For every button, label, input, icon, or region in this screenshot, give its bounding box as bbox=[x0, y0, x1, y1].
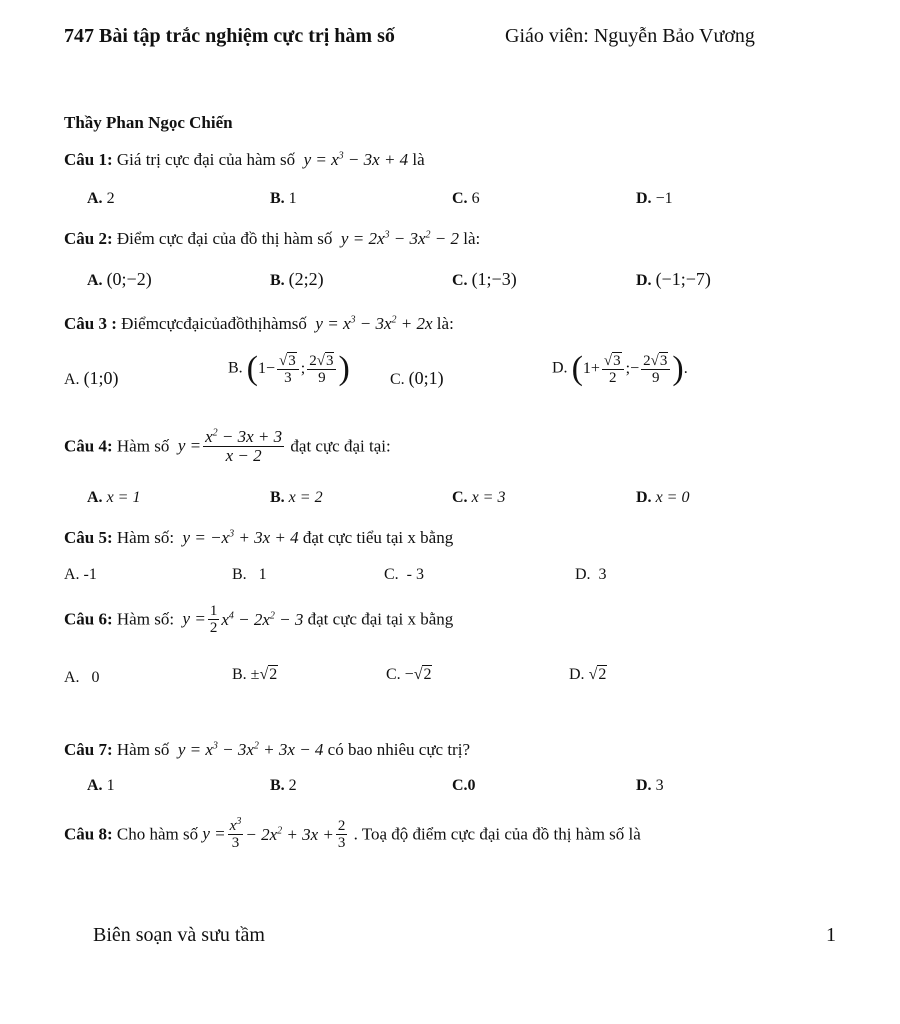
question-2-tail: là: bbox=[463, 229, 481, 248]
question-4-formula: y = $\frac{x^2 - 3x + 3}{x - 2}$ bbox=[173, 427, 283, 465]
q1-option-a[interactable]: A. 2 bbox=[87, 190, 115, 207]
q2-option-d[interactable]: D. (−1;−7) bbox=[636, 269, 711, 289]
question-2-text: Điểm cực đại của đồ thị hàm số bbox=[116, 229, 333, 248]
document-title: 747 Bài tập trắc nghiệm cực trị hàm số bbox=[64, 25, 395, 47]
q3-option-c[interactable]: C. (0;1) bbox=[390, 368, 444, 388]
q6-option-a[interactable]: A. 0 bbox=[64, 669, 100, 686]
question-7-label: Câu 7: bbox=[64, 740, 113, 759]
question-1-formula: $y = x^3 - 3x + 4$ bbox=[299, 150, 409, 169]
question-4 bbox=[64, 428, 391, 465]
question-7-tail: có bao nhiêu cực trị? bbox=[327, 740, 470, 759]
q7-option-a[interactable]: A. 1 bbox=[87, 777, 115, 794]
q5-option-c[interactable]: C. - 3 bbox=[384, 566, 424, 583]
q3-option-a[interactable]: A. (1;0) bbox=[64, 368, 119, 388]
question-2 bbox=[64, 229, 480, 249]
q7-option-c[interactable]: C.0 bbox=[452, 777, 476, 794]
q6-option-b[interactable]: B. ±√2 bbox=[232, 666, 278, 683]
q7-option-d[interactable]: D. 3 bbox=[636, 777, 664, 794]
question-1 bbox=[64, 150, 425, 170]
q5-option-a[interactable]: A. -1 bbox=[64, 566, 97, 583]
q6-option-c[interactable]: C. −√2 bbox=[386, 666, 432, 683]
q5-option-d[interactable]: D. 3 bbox=[575, 566, 607, 583]
footer-credit: Biên soạn và sưu tầm bbox=[93, 924, 265, 946]
question-5-tail: đạt cực tiểu tại x bằng bbox=[302, 528, 454, 547]
q1-option-d[interactable]: D. −1 bbox=[636, 190, 673, 207]
q1-option-b[interactable]: B. 1 bbox=[270, 190, 297, 207]
page-number: 1 bbox=[826, 924, 836, 946]
question-5-text: Hàm số: bbox=[116, 528, 175, 547]
question-6-text: Hàm số: bbox=[116, 609, 175, 629]
question-6 bbox=[64, 603, 453, 636]
q3-option-b[interactable]: B. (1− $\frac{√3}{3}$ ; $\frac{2√3}{9}$ ) bbox=[228, 350, 350, 387]
question-4-label: Câu 4: bbox=[64, 436, 113, 456]
question-7 bbox=[64, 740, 470, 760]
question-6-tail: đạt cực đại tại x bằng bbox=[307, 609, 454, 629]
question-3 bbox=[64, 314, 454, 334]
question-7-text: Hàm số bbox=[116, 740, 170, 759]
question-2-label: Câu 2: bbox=[64, 229, 113, 248]
question-8-label: Câu 8: bbox=[64, 824, 113, 844]
question-7-formula: $y = x^3 - 3x^2 + 3x - 4$ bbox=[173, 740, 324, 759]
question-8-formula: y = $\frac{x^3}{3}$ − $2x^2 + 3x$ + $\frac{2}{3}$ bbox=[202, 816, 346, 851]
q6-option-d[interactable]: D. √2 bbox=[569, 666, 607, 683]
question-3-tail: là: bbox=[436, 314, 454, 333]
question-1-text: Giá trị cực đại của hàm số bbox=[116, 150, 296, 169]
q3-option-d[interactable]: D. (1+ $\frac{√3}{2}$ ;− $\frac{2√3}{9}$ ). bbox=[552, 350, 688, 387]
q4-option-d[interactable]: D. x = 0 bbox=[636, 489, 690, 506]
q4-option-a[interactable]: A. x = 1 bbox=[87, 489, 141, 506]
question-8 bbox=[64, 818, 641, 851]
question-6-label: Câu 6: bbox=[64, 609, 113, 629]
q4-option-c[interactable]: C. x = 3 bbox=[452, 489, 506, 506]
question-3-formula: $y = x^3 - 3x^2 + 2x$ bbox=[311, 314, 433, 333]
question-8-text: Cho hàm số bbox=[116, 824, 199, 844]
q2-option-b[interactable]: B. (2;2) bbox=[270, 269, 324, 289]
question-6-formula: y = $\frac{1}{2}$ $x^4 - 2x^2 - 3$ bbox=[178, 603, 304, 636]
question-4-tail: đạt cực đại tại: bbox=[290, 436, 391, 456]
q2-option-a[interactable]: A. (0;−2) bbox=[87, 269, 152, 289]
section-heading: Thầy Phan Ngọc Chiến bbox=[64, 113, 233, 132]
question-5-label: Câu 5: bbox=[64, 528, 113, 547]
question-3-text: Điểmcựcđạicủađồthịhàmsố bbox=[121, 314, 307, 333]
question-4-text: Hàm số bbox=[116, 436, 170, 456]
q7-option-b[interactable]: B. 2 bbox=[270, 777, 297, 794]
teacher-name: Giáo viên: Nguyễn Bảo Vương bbox=[505, 25, 755, 47]
q2-option-c[interactable]: C. (1;−3) bbox=[452, 269, 517, 289]
question-1-label: Câu 1: bbox=[64, 150, 113, 169]
q1-option-c[interactable]: C. 6 bbox=[452, 190, 480, 207]
q4-option-b[interactable]: B. x = 2 bbox=[270, 489, 323, 506]
q5-option-b[interactable]: B. 1 bbox=[232, 566, 267, 583]
question-3-label: Câu 3 : bbox=[64, 314, 117, 333]
question-5 bbox=[64, 528, 453, 548]
question-2-formula: $y = 2x^3 - 3x^2 - 2$ bbox=[336, 229, 459, 248]
question-1-tail: là bbox=[412, 150, 425, 169]
question-8-tail: . Toạ độ điểm cực đại của đồ thị hàm số là bbox=[353, 824, 641, 844]
question-5-formula: $y = -x^3 + 3x + 4$ bbox=[178, 528, 299, 547]
